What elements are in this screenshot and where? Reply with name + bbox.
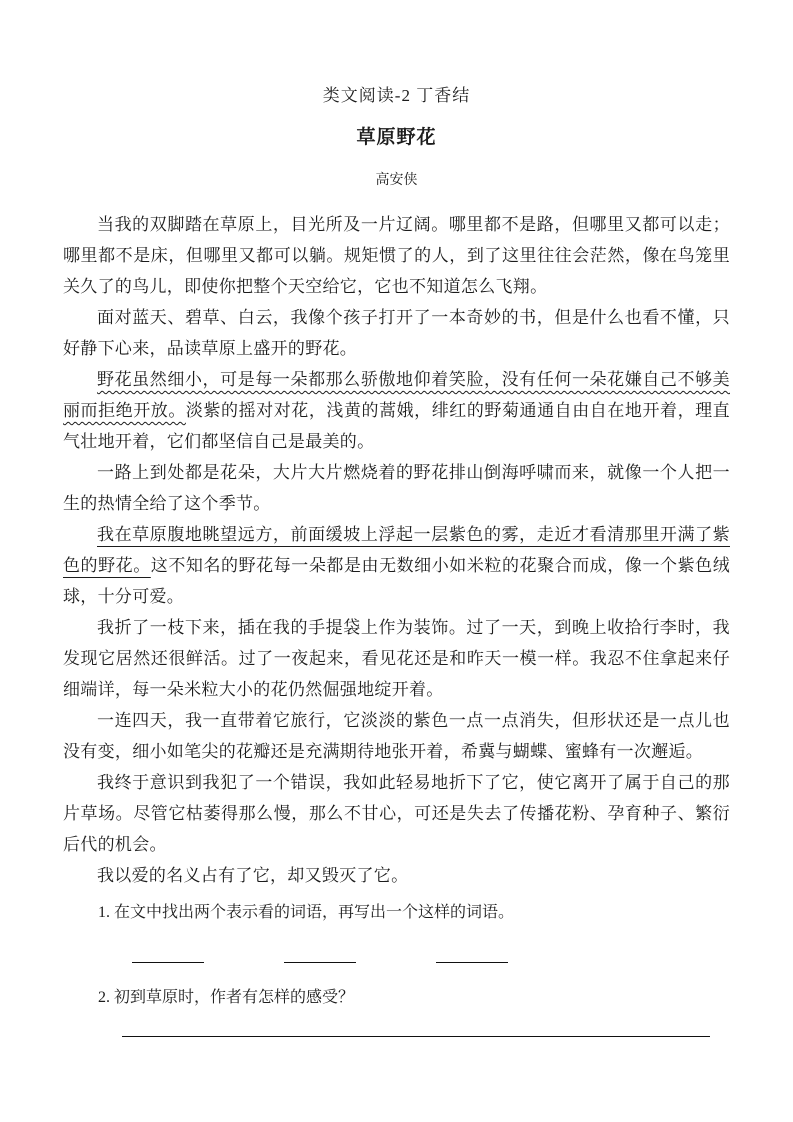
essay-paragraph-2 (63, 302, 730, 364)
question-2 (98, 986, 730, 1010)
essay-paragraph-1 (63, 209, 730, 302)
answer-blank-1 (132, 941, 204, 963)
essay-paragraph-9 (63, 860, 730, 891)
paragraph-text: 淡紫的摇对对花，浅黄的蒿娥，绯红的野菊通通自由自在地开着，理直气壮地开着，它们都坚信自己是最美的。 (63, 401, 730, 451)
lesson-title: 类文阅读-2 丁香结 (322, 86, 471, 105)
paragraph-text: 面对蓝天、碧草、白云，我像个孩子打开了一本奇妙的书，但是什么也看不懂，只好静下心来，品读草原上盛开的野花。 (63, 308, 730, 358)
essay-paragraph-7 (63, 705, 730, 767)
essay-paragraph-5 (63, 519, 730, 612)
question-2-number: 2. (98, 989, 110, 1006)
essay-title: 草原野花 (356, 127, 437, 148)
question-1-text: 在文中找出两个表示看的词语，再写出一个这样的词语。 (114, 904, 515, 921)
essay-paragraph-8 (63, 767, 730, 860)
paragraph-text: 一连四天，我一直带着它旅行，它淡淡的紫色一点一点消失，但形状还是一点儿也没有变，细小如笔尖的花瓣还是充满期待地张开着，希冀与蝴蝶、蜜蜂有一次邂逅。 (63, 711, 730, 761)
answer-blank-2 (284, 941, 356, 963)
essay-body (63, 209, 730, 891)
essay-author: 高安侠 (375, 173, 418, 188)
paragraph-text: 我折了一枝下来，插在我的手提袋上作为装饰。过了一天，到晚上收拾行李时，我发现它居然还很鲜活。过了一夜起来，看见花还是和昨天一模一样。我忍不住拿起来仔细端详，每一朵米粒大小的花仍然倔强地绽开着。 (63, 618, 730, 699)
essay-paragraph-3 (63, 364, 730, 457)
essay-paragraph-4 (63, 457, 730, 519)
paragraph-text: 这不知名的野花每一朵都是由无数细小如米粒的花聚合而成，像一个紫色绒球，十分可爱。 (63, 556, 730, 606)
solid-underlined-sentence: 我在草原腹地眺望远方，前面缓坡上浮起一层紫色的雾，走近才看清那里开满了紫色的野花。 (63, 525, 730, 575)
wavy-underlined-sentence: 野花虽然细小，可是每一朵都那么骄傲地仰着笑脸，没有任何一朵花嫌自己不够美丽而拒绝开放。 (63, 370, 730, 420)
answer-blanks-row (132, 941, 730, 971)
answer-blank-3 (436, 941, 508, 963)
question-1-number: 1. (98, 904, 110, 921)
paragraph-text: 一路上到处都是花朵，大片大片燃烧着的野花排山倒海呼啸而来，就像一个人把一生的热情全给了这个季节。 (63, 463, 730, 513)
paragraph-text: 我终于意识到我犯了一个错误，我如此轻易地折下了它，使它离开了属于自己的那片草场。尽管它枯萎得那么慢，那么不甘心，可还是失去了传播花粉、孕育种子、繁衍后代的机会。 (63, 773, 730, 854)
paragraph-text: 我以爱的名义占有了它，却又毁灭了它。 (97, 866, 409, 885)
question-2-text: 初到草原时，作者有怎样的感受？ (114, 989, 355, 1006)
essay-paragraph-6 (63, 612, 730, 705)
answer-line (122, 1036, 710, 1037)
question-1 (98, 901, 730, 925)
paragraph-text: 当我的双脚踏在草原上，目光所及一片辽阔。哪里都不是路，但哪里又都可以走；哪里都不是床，但哪里又都可以躺。规矩惯了的人，到了这里往往会茫然，像在鸟笼里关久了的鸟儿，即使你把整个天空给它，它也不知道怎么飞翔。 (63, 215, 730, 296)
